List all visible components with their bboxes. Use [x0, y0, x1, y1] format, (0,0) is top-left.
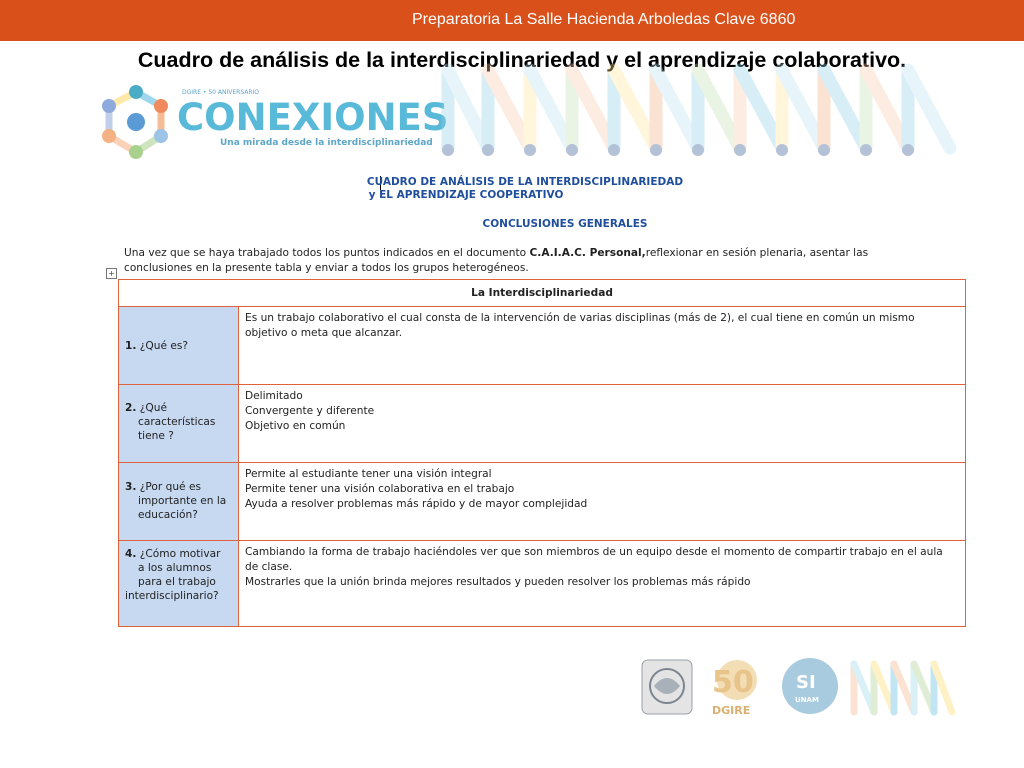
question-text: ¿Cómo motivar [139, 548, 221, 560]
logo-subline: DGIRE • 50 ANIVERSARIO [182, 89, 260, 96]
si-unam-logo-icon [782, 658, 838, 714]
question-cell [119, 541, 239, 627]
unam-shield-icon [642, 660, 692, 714]
stripes-mini-icon [854, 664, 952, 712]
conexiones-logo-icon [95, 82, 177, 164]
anniversary-number: 50 [712, 665, 754, 700]
question-text: importante en la [138, 495, 227, 507]
table-header-row [119, 280, 966, 307]
si-label: SI [796, 672, 816, 693]
document-title [0, 176, 1024, 202]
question-text: tiene ? [138, 430, 174, 442]
unam-label: UNAM [795, 696, 819, 704]
question-cell [119, 385, 239, 463]
question-cell [119, 463, 239, 541]
question-number: 4. [125, 548, 137, 560]
document-intro [124, 246, 924, 276]
answer-line: Mostrarles que la unión brinda mejores resultados y pueden resolver los problemas más rápido [245, 576, 751, 588]
logo-wordmark: CONEXIONES [177, 96, 449, 139]
table-row [119, 385, 966, 463]
table-header: La Interdisciplinariedad [119, 280, 966, 307]
answer-cell[interactable] [239, 385, 966, 463]
footer-logos [640, 656, 960, 720]
answer-line: Delimitado [245, 390, 303, 402]
decorative-stripes-icon [430, 60, 970, 165]
question-text: educación? [138, 509, 198, 521]
answer-line: Cambiando la forma de trabajo haciéndoles ver que son miembros de un equipo desde el momento de compartir trabajo en el aula de clase. [245, 546, 943, 573]
answer-line: Permite tener una visión colaborativa en el trabajo [245, 483, 515, 495]
intro-text-bold: C.A.I.A.C. Personal, [529, 247, 646, 259]
document-subtitle: CONCLUSIONES GENERALES [482, 218, 648, 230]
question-text: ¿Qué [139, 402, 167, 414]
table-move-handle-icon[interactable]: + [106, 268, 117, 279]
intro-text-before: Una vez que se haya trabajado todos los puntos indicados en el documento [124, 247, 530, 259]
answer-cell[interactable] [239, 463, 966, 541]
dgire-label: DGIRE [712, 704, 751, 717]
interdisciplinarity-table [118, 279, 966, 627]
table-row [119, 463, 966, 541]
question-number: 2. [125, 402, 137, 414]
question-text: características [138, 416, 216, 428]
question-text: ¿Qué es? [139, 340, 189, 352]
answer-line: Permite al estudiante tener una visión integral [245, 468, 492, 480]
answer-cell[interactable] [239, 541, 966, 627]
question-text: a los alumnos [138, 562, 212, 574]
table-row [119, 307, 966, 385]
question-number: 3. [125, 481, 137, 493]
question-text: para el trabajo [138, 576, 216, 588]
document-title-line1: CUADRO DE ANÁLISIS DE LA INTERDISCIPLINARIEDAD [366, 176, 684, 188]
answer-line: Es un trabajo colaborativo el cual consta de la intervención de varias disciplinas (más de 2), el cual tiene en común un mismo objetivo o meta que alcanzar. [245, 312, 915, 339]
question-cell [119, 307, 239, 385]
question-text: ¿Por qué es [139, 481, 201, 493]
document-title-line2: y EL APRENDIZAJE COOPERATIVO [368, 189, 564, 201]
slide-title: Cuadro de análisis de la interdisciplinariedad y el aprendizaje colaborativo. [137, 48, 907, 72]
answer-line: Ayuda a resolver problemas más rápido y de mayor complejidad [245, 498, 588, 510]
dgire-50-logo-icon [712, 660, 757, 717]
table-row [119, 541, 966, 627]
question-number: 1. [125, 340, 137, 352]
answer-line: Objetivo en común [245, 420, 346, 432]
school-name: Preparatoria La Salle Hacienda Arboledas Clave 6860 [412, 11, 796, 28]
answer-line: Convergente y diferente [245, 405, 375, 417]
logo-tagline: Una mirada desde la interdisciplinariedad [220, 138, 433, 148]
answer-cell[interactable] [239, 307, 966, 385]
question-text: interdisciplinario? [125, 590, 219, 602]
intro-text-after: reflexionar en sesión plenaria, asentar las conclusiones en la presente tabla y enviar a todos los grupos heterogéneos. [124, 247, 869, 274]
top-banner [0, 0, 1024, 41]
